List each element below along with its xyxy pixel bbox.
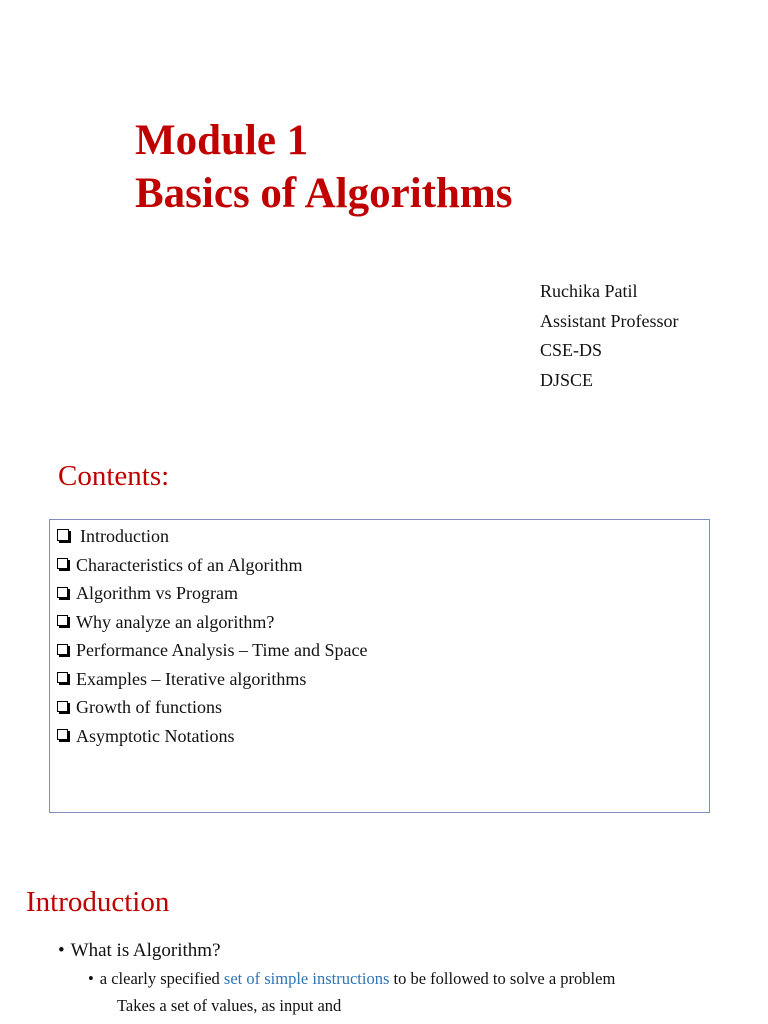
contents-item-label: Asymptotic Notations xyxy=(76,725,235,746)
contents-item-label: Examples – Iterative algorithms xyxy=(76,668,307,689)
checkbox-square-icon xyxy=(57,587,68,598)
checkbox-square-icon xyxy=(57,529,69,541)
bullet-icon: • xyxy=(88,969,94,988)
contents-box xyxy=(49,519,710,813)
contents-list xyxy=(56,522,367,750)
module-title xyxy=(135,114,512,220)
author-department: CSE-DS xyxy=(540,340,603,360)
contents-item-label: Algorithm vs Program xyxy=(76,583,238,603)
contents-item xyxy=(56,522,367,551)
checkbox-square-icon xyxy=(57,729,68,740)
introduction-heading: Introduction xyxy=(26,886,170,918)
contents-item xyxy=(56,665,367,694)
contents-item-label: Why analyze an algorithm? xyxy=(76,611,275,632)
contents-heading: Contents: xyxy=(58,460,170,492)
checkbox-square-icon xyxy=(57,672,68,683)
contents-item xyxy=(56,551,367,580)
contents-item-label: Characteristics of an Algorithm xyxy=(76,554,303,575)
bullet-icon: • xyxy=(58,940,65,961)
definition-continuation: Takes a set of values, as input and xyxy=(117,996,342,1015)
author-designation: Assistant Professor xyxy=(540,310,679,331)
contents-item xyxy=(56,636,367,665)
question-text: What is Algorithm? xyxy=(70,940,221,961)
contents-item-label: Growth of functions xyxy=(76,697,222,717)
author-block xyxy=(540,277,679,395)
checkbox-square-icon xyxy=(57,701,68,712)
title-line-1: Module 1 xyxy=(135,117,309,164)
checkbox-square-icon xyxy=(57,644,68,655)
contents-item-label: Performance Analysis – Time and Space xyxy=(76,640,368,660)
checkbox-square-icon xyxy=(57,615,68,626)
contents-item xyxy=(56,693,367,722)
bullet-definition xyxy=(88,969,615,989)
author-name: Ruchika Patil xyxy=(540,281,638,301)
definition-suffix: to be followed to solve a problem xyxy=(389,969,616,988)
contents-item xyxy=(56,608,367,637)
bullet-what-is-algorithm xyxy=(58,940,221,962)
definition-prefix: a clearly specified xyxy=(99,969,224,988)
definition-highlight: set of simple instructions xyxy=(223,969,390,988)
checkbox-square-icon xyxy=(57,558,68,569)
contents-item xyxy=(56,722,367,751)
contents-item-label: Introduction xyxy=(80,526,169,546)
contents-item xyxy=(56,579,367,608)
title-line-2: Basics of Algorithms xyxy=(135,170,513,217)
author-institute: DJSCE xyxy=(540,369,594,390)
